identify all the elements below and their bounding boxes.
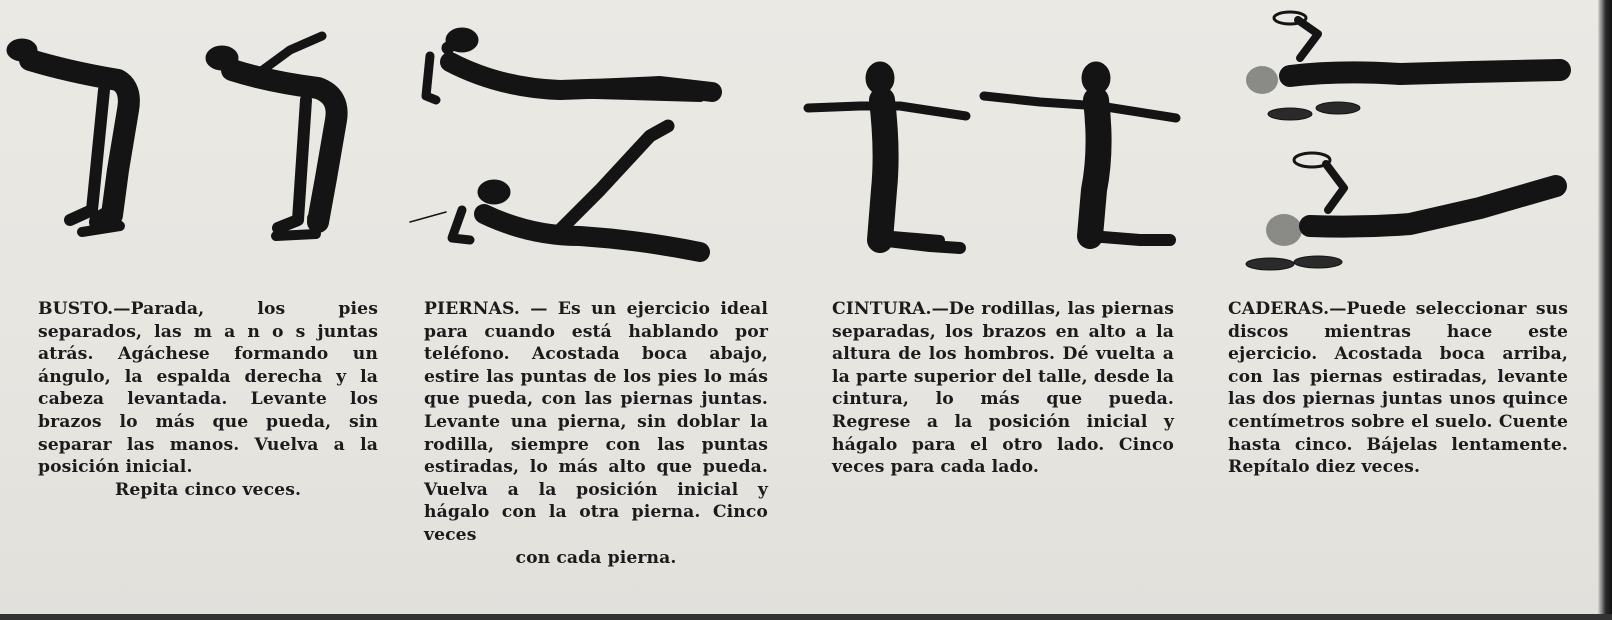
- piernas-figure-leg-raised: [410, 126, 700, 252]
- caderas-figure-lying-records: [1246, 12, 1560, 120]
- busto-text: [38, 298, 378, 479]
- caderas-column: [1228, 298, 1568, 479]
- caderas-heading: CADERAS.: [1228, 299, 1330, 319]
- busto-last-line: Repita cinco veces.: [114, 479, 302, 500]
- piernas-text: [424, 298, 768, 547]
- figures-svg: [0, 0, 1600, 290]
- cintura-figure-kneeling-twist: [984, 62, 1176, 240]
- page-bottom-border: [0, 614, 1612, 620]
- piernas-body: — Es un ejercicio ideal para cuando está hablando por teléfono. Acostada boca abajo, estire las puntas de los pies lo más que pueda, con las piernas juntas. Levante una pierna, sin doblar la rodilla, siempre con las puntas estiradas, lo más alto que pueda. Vuelva a la posición inicial y hágalo con la otra pierna. Cinco veces: [424, 299, 768, 545]
- cintura-column: [832, 298, 1174, 479]
- cintura-text: [832, 298, 1174, 479]
- exercise-illustrations: [0, 0, 1600, 290]
- busto-figure-bent: [7, 39, 129, 232]
- piernas-column: [424, 298, 768, 569]
- caderas-text: [1228, 298, 1568, 479]
- piernas-figure-lying-phone: [426, 28, 712, 100]
- caderas-body: —Puede seleccionar sus discos mientras hace este ejercicio. Acostada boca arriba, con las piernas estiradas, levante las dos piernas juntas unos quince centímetros sobre el suelo. Cuente hasta cinco. Bájelas lentamente. Repítalo diez veces.: [1228, 299, 1568, 478]
- page-edge-shadow: [1598, 0, 1612, 620]
- cintura-heading: CINTURA.: [832, 299, 932, 319]
- busto-body: —Parada, los pies separados, las m a n o s juntas atrás. Agáchese formando un ángulo, la espalda derecha y la cabeza levantada. Levante los brazos lo más que pueda, sin separar las manos. Vuelva a la posición inicial.: [38, 299, 378, 478]
- cintura-figure-kneeling-front: [808, 62, 966, 248]
- cintura-body: —De rodillas, las piernas separadas, los brazos en alto a la altura de los hombros. Dé vuelta a la parte superior del talle, desde la cintura, lo más que pueda. Regrese a la posición inicial y hágalo para el otro lado. Cinco veces para cada lado.: [832, 299, 1174, 478]
- busto-figure-arms-raised: [206, 36, 337, 236]
- caderas-figure-legs-raised: [1246, 153, 1556, 270]
- piernas-heading: PIERNAS.: [424, 299, 520, 319]
- busto-column: [38, 298, 378, 501]
- busto-heading: BUSTO.: [38, 299, 114, 319]
- piernas-last-line: con cada pierna.: [515, 547, 677, 568]
